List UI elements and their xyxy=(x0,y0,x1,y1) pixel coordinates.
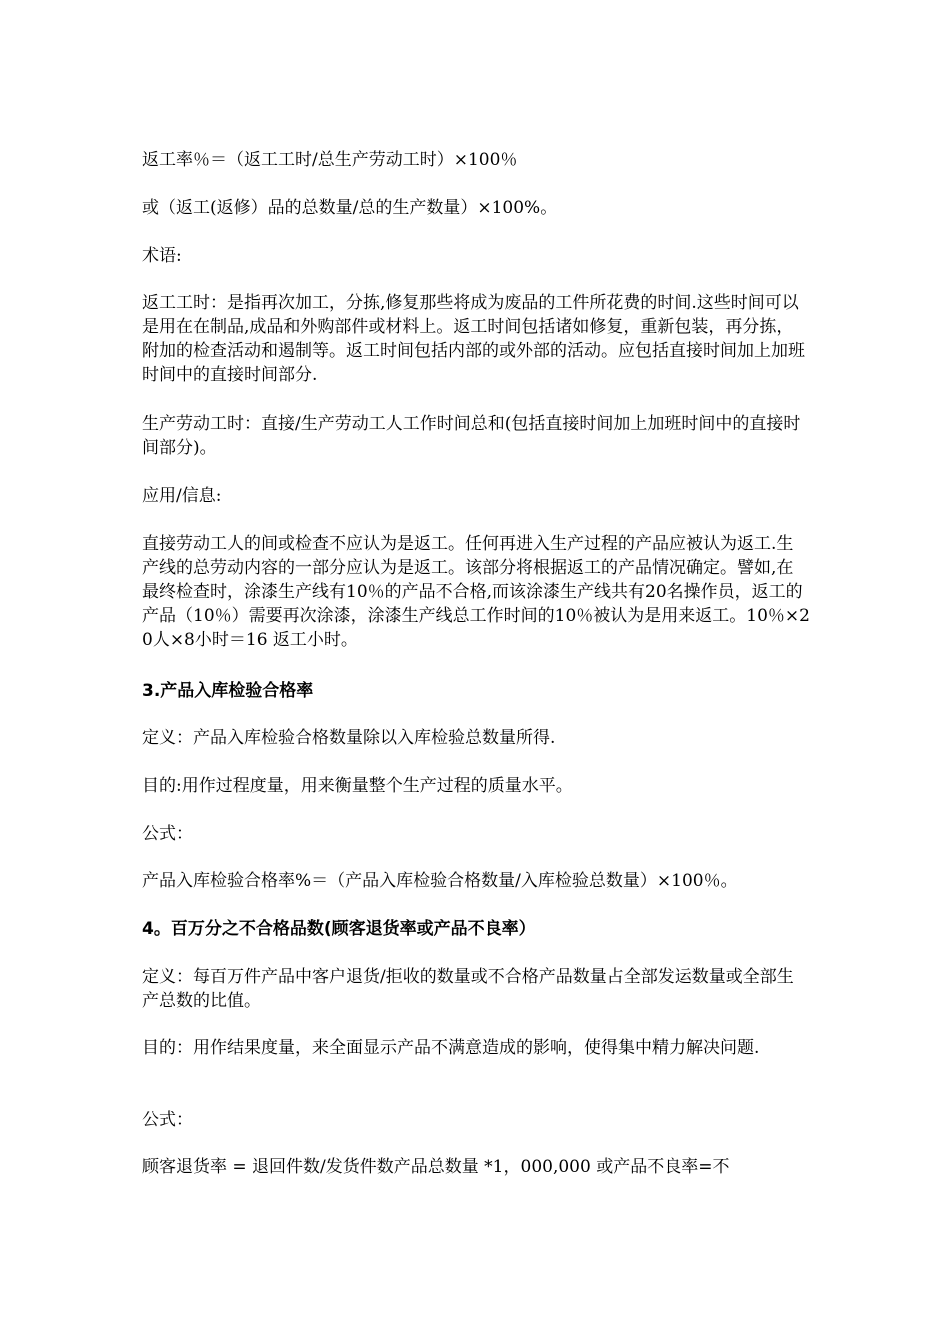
purpose-4: 目的：用作结果度量，来全面显示产品不满意造成的影响，使得集中精力解决问题. xyxy=(142,1038,760,1058)
formula-rework-rate-alt: 或（返工(返修）品的总数量/总的生产数量）×100%。 xyxy=(142,198,558,218)
term-production-labor-hours: 生产劳动工时：直接/生产劳动工人工作时间总和(包括直接时间加上加班时间中的直接时间部分)。 xyxy=(142,414,801,458)
purpose-3: 目的:用作过程度量，用来衡量整个生产过程的质量水平。 xyxy=(142,776,573,796)
terms-label: 术语: xyxy=(142,246,182,266)
section-heading-4: 4。百万分之不合格品数(顾客退货率或产品不良率） xyxy=(142,919,536,939)
section-heading-3: 3.产品入库检验合格率 xyxy=(142,681,314,701)
formula-4: 顾客退货率 = 退回件数/发货件数产品总数量 *1，000,000 或产品不良率=不 xyxy=(142,1157,730,1177)
application-label: 应用/信息: xyxy=(142,486,222,506)
term-rework-hours: 返工工时：是指再次加工，分拣,修复那些将成为废品的工件所花费的时间.这些时间可以是用在在制品,成品和外购部件或材料上。返工时间包括诸如修复，重新包装，再分拣，附加的检查活动和遏制等。返工时间包括内部的或外部的活动。应包括直接时间加上加班时间中的直接时间部分. xyxy=(142,293,805,385)
definition-3: 定义：产品入库检验合格数量除以入库检验总数量所得. xyxy=(142,728,556,748)
definition-4: 定义：每百万件产品中客户退货/拒收的数量或不合格产品数量占全部发运数量或全部生产总数的比值。 xyxy=(142,967,794,1011)
formula-3: 产品入库检验合格率%＝（产品入库检验合格数量/入库检验总数量）×100％。 xyxy=(142,871,738,891)
formula-label-3: 公式： xyxy=(142,824,193,844)
formula-label-4: 公式： xyxy=(142,1110,193,1130)
application-text: 直接劳动工人的间或检查不应认为是返工。任何再进入生产过程的产品应被认为返工.生产线的总劳动内容的一部分应认为是返工。该部分将根据返工的产品情况确定。譬如,在最终检查时，涂漆生产线有10％的产品不合格,而该涂漆生产线共有20名操作员，返工的产品（10％）需要再次涂漆，涂漆生产线总工作时间的10％被认为是用来返工。10％×20人×8小时＝16 返工小时。 xyxy=(142,534,810,650)
formula-rework-rate: 返工率％＝（返工工时/总生产劳动工时）×100％ xyxy=(142,150,518,170)
